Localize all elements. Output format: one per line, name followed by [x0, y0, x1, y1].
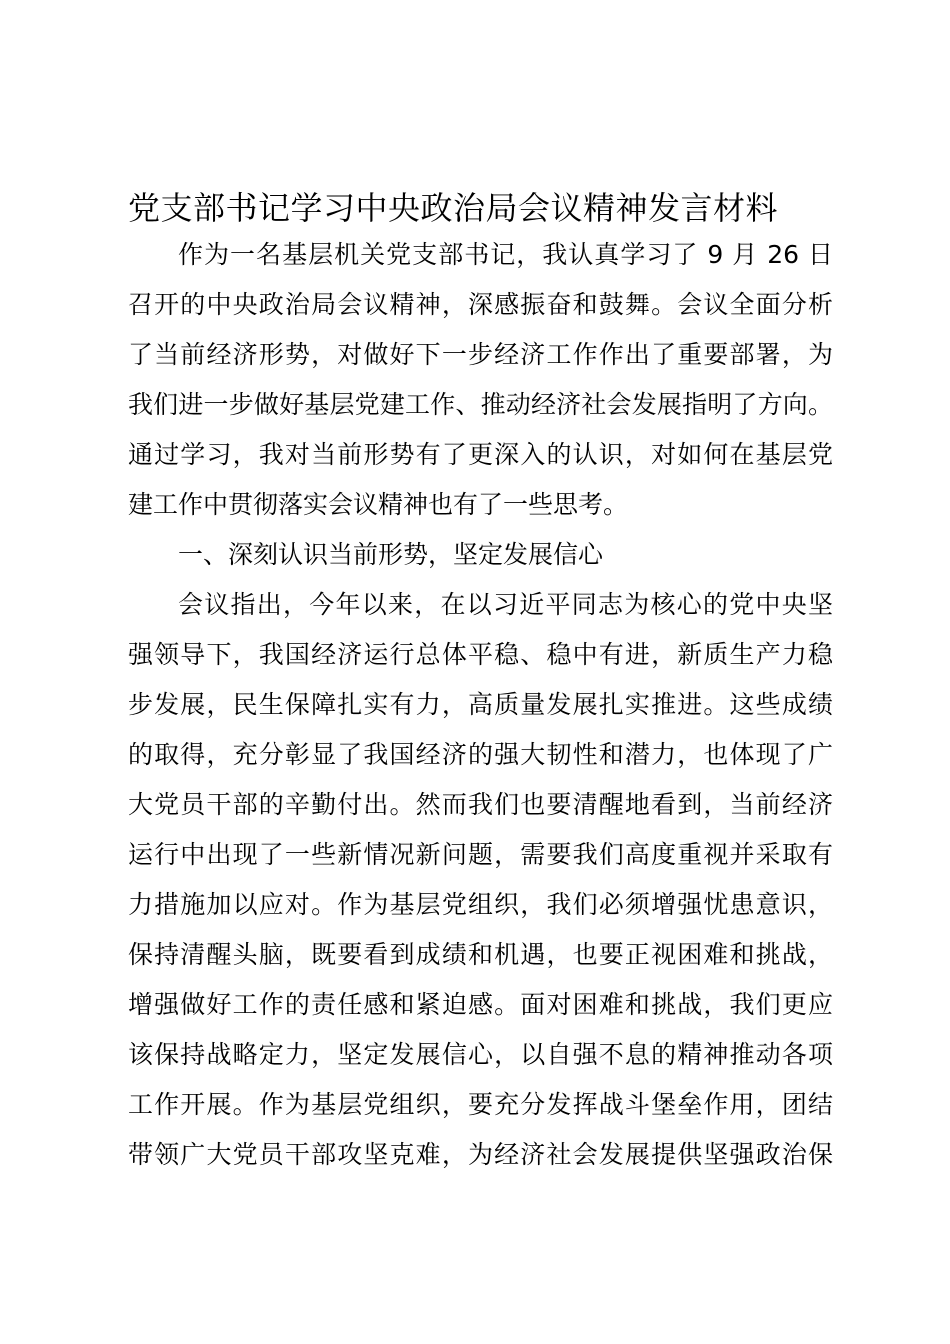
paragraph-line: 力措施加以应对。作为基层党组织，我们必须增强忧患意识， [128, 890, 833, 919]
paragraph-line: 工作开展。作为基层党组织，要充分发挥战斗堡垒作用，团结 [128, 1090, 833, 1119]
paragraph-line: 的取得，充分彰显了我国经济的强大韧性和潜力，也体现了广 [128, 740, 833, 769]
paragraph-line: 步发展，民生保障扎实有力，高质量发展扎实推进。这些成绩 [128, 690, 833, 719]
paragraph-line: 建工作中贯彻落实会议精神也有了一些思考。 [128, 490, 629, 519]
document-title: 党支部书记学习中央政治局会议精神发言材料 [128, 189, 779, 227]
paragraph-line: 保持清醒头脑，既要看到成绩和机遇，也要正视困难和挑战， [128, 940, 833, 969]
paragraph-line: 会议指出，今年以来，在以习近平同志为核心的党中央坚 [178, 590, 833, 619]
paragraph-line: 召开的中央政治局会议精神，深感振奋和鼓舞。会议全面分析 [128, 290, 833, 319]
paragraph-line: 增强做好工作的责任感和紧迫感。面对困难和挑战，我们更应 [128, 990, 833, 1019]
paragraph-line: 强领导下，我国经济运行总体平稳、稳中有进，新质生产力稳 [128, 640, 833, 669]
section-heading: 一、深刻认识当前形势，坚定发展信心 [178, 540, 604, 569]
paragraph-line: 该保持战略定力，坚定发展信心，以自强不息的精神推动各项 [128, 1040, 833, 1069]
paragraph-line: 了当前经济形势，对做好下一步经济工作作出了重要部署，为 [128, 340, 833, 369]
paragraph-line: 通过学习，我对当前形势有了更深入的认识，对如何在基层党 [128, 440, 833, 469]
paragraph-line: 大党员干部的辛勤付出。然而我们也要清醒地看到，当前经济 [128, 790, 833, 819]
paragraph-line: 运行中出现了一些新情况新问题，需要我们高度重视并采取有 [128, 840, 833, 869]
paragraph-line: 我们进一步做好基层党建工作、推动经济社会发展指明了方向。 [128, 390, 833, 419]
paragraph-line: 带领广大党员干部攻坚克难，为经济社会发展提供坚强政治保 [128, 1140, 833, 1169]
paragraph-line: 作为一名基层机关党支部书记，我认真学习了 9 月 26 日 [178, 240, 833, 269]
